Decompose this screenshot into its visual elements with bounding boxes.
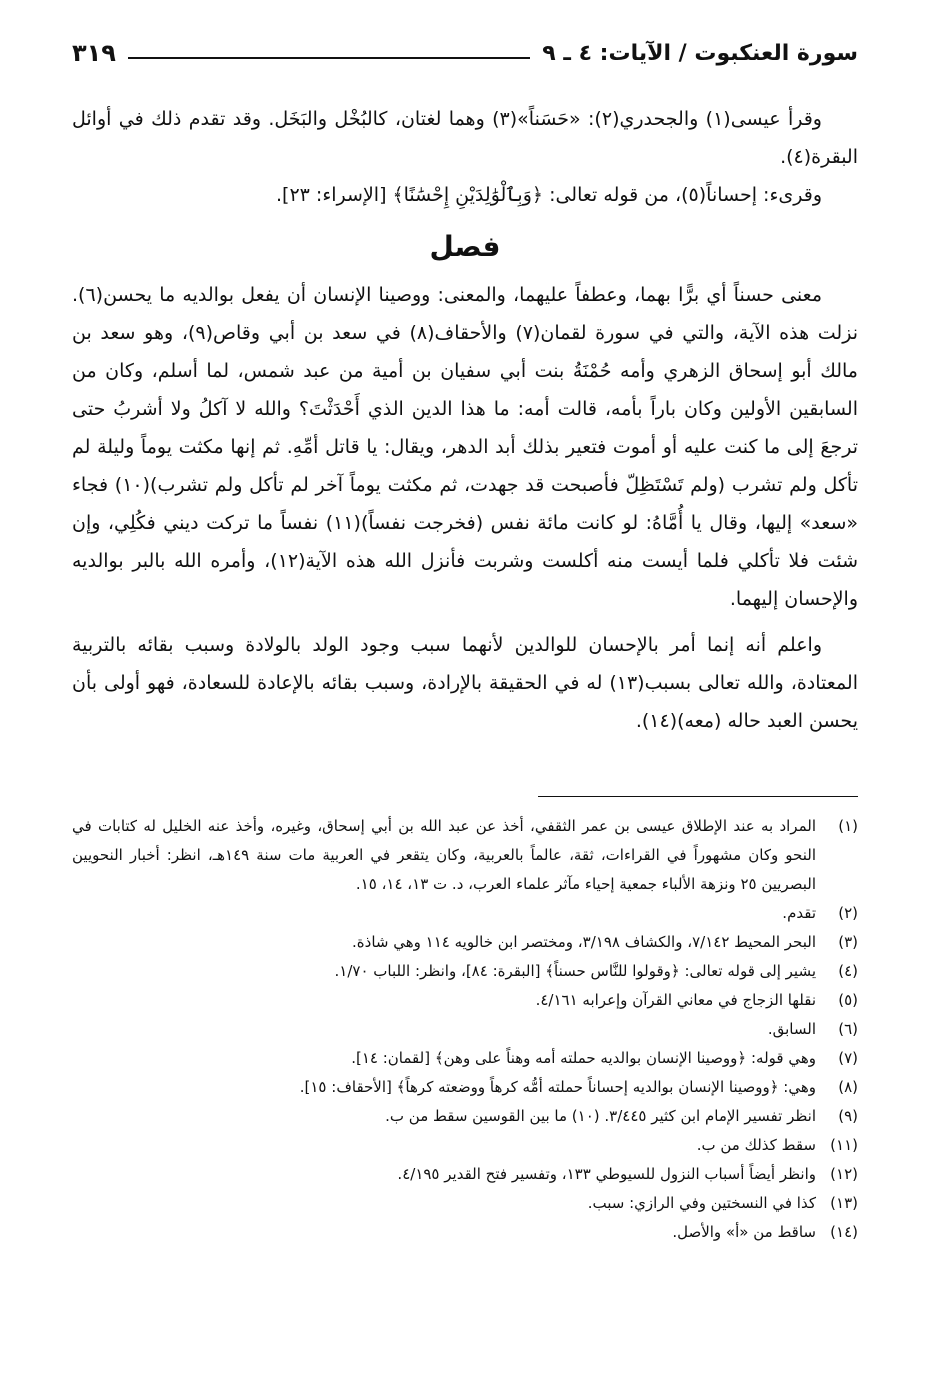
footnote-text: تقدم. [782,904,816,922]
footnote-text: كذا في النسختين وفي الرازي: سبب. [587,1194,816,1212]
footnote-number: (٥) [838,991,858,1009]
footnotes [72,812,858,1247]
footnote-text: السابق. [767,1020,816,1038]
footnote-text: وهي: ﴿ووصينا الإنسان بوالديه إحساناً حملته أمُّه كرهاً ووضعته كرهاً﴾ [الأحقاف: ١٥]. [299,1078,816,1096]
paragraph-readings: وقرأ عيسى(١) والجحدري(٢): «حَسَناً»(٣) وهما لغتان، كالبُخْل والبَخَل. وقد تقدم ذلك في أوائل البقرة(٤). [72,108,858,168]
footnote-2 [72,899,858,928]
footnote-number: (١) [838,817,858,835]
footnote-text: المراد به عند الإطلاق عيسى بن عمر الثقفي، أخذ عن عبد الله بن أبي إسحاق، وغيره، وأخذ عنه الخليل له كتابات في النحو وكان مشهوراً في القراءات، ثقة، عالماً بالعربية، وكان يتقعر في العربية مات سنة ١٤٩هـ، انظر: أخبار النحويين البصريين ٢٥ ونزهة الألباء جمعية إحياء مآثر علماء العرب، د. ت ١٣، ١٤، ١٥. [72,817,816,893]
footnote-7 [72,1044,858,1073]
paragraph-revelation-context: معنى حسناً أي برًّا بهما، وعطفاً عليهما، والمعنى: ووصينا الإنسان أن يفعل بوالديه ما يحسن(٦). نزلت هذه الآية، والتي في سورة لقمان(٧) والأحقاف(٨) في سعد بن أبي وقاص(٩)، وهو سعد بن مالك أبو إسحاق الزهري وأمه حُمْنَةُ بنت أبي سفيان بن أمية من عبد شمس، لما أسلم، وكان من السابقين الأولين وكان باراً بأمه، قالت أمه: ما هذا الدين الذي أَحْدَثْتَ؟ والله لا آكلُ ولا أشربُ حتى ترجعَ إلى ما كنت عليه أو أموت فتعير بذلك أبد الدهر، ويقال: يا قاتل أمِّهِ. ثم إنها مكثت يوماً وليلة لم تأكل ولم تشرب (ولم تَسْتَظِلّ فأصبحت قد جهدت، ثم مكثت يوماً آخر لم تأكل ولم تشرب)(١٠) فجاء «سعد» إليها، وقال يا أُمَّاهُ: لو كانت مائة نفس (فخرجت نفساً)(١١) نفساً ما تركت ديني فكُلِي، وإن شئت فلا تأكلي فلما أيست منه أكلست وشربت فأنزل الله هذه الآية(١٢)، وأمره الله بالبر بوالديه والإحسان إليهما. [72,284,858,610]
footnote-number: (١٢) [830,1165,858,1183]
footnote-number: (١٣) [830,1194,858,1212]
footnote-5 [72,986,858,1015]
footnote-number: (١١) [830,1136,858,1154]
footnote-text: وانظر أيضاً أسباب النزول للسيوطي ١٣٣، وتفسير فتح القدير ٤/١٩٥. [397,1165,816,1183]
footnote-13 [72,1189,858,1218]
main-text [72,100,858,740]
footnote-4 [72,957,858,986]
footnote-number: (٧) [838,1049,858,1067]
footnote-text: وهي قوله: ﴿ووصينا الإنسان بوالديه حملته أمه وهناً على وهن﴾ [لقمان: ١٤]. [351,1049,816,1067]
footnote-3 [72,928,858,957]
footnote-text: نقلها الزجاج في معاني القرآن وإعرابه ٤/١٦١. [535,991,816,1009]
page-number: ٣١٩ [72,39,116,67]
footnote-9 [72,1102,858,1131]
footnote-11 [72,1131,858,1160]
running-header [72,36,858,70]
footnote-number: (١٤) [830,1223,858,1241]
footnote-number: (٤) [838,962,858,980]
footnote-number: (٩) [838,1107,858,1125]
section-heading: فصل [429,230,501,263]
footnote-text: سقط كذلك من ب. [696,1136,816,1154]
footnote-12 [72,1160,858,1189]
footnote-number: (٦) [838,1020,858,1038]
footnote-1 [72,812,858,899]
surah-title: سورة العنكبوت / الآيات: ٤ ـ ٩ [542,40,858,66]
paragraph-conclusion: واعلم أنه إنما أمر بالإحسان للوالدين لأنهما سبب وجود الولد بالولادة وسبب بقائه بالتربية المعتادة، والله تعالى بسبب(١٣) له في الحقيقة بالإرادة، وسبب بقائه بالإعادة للسعادة، فهو أولى بأن يحسن العبد حاله (معه)(١٤). [72,634,858,732]
footnote-number: (٢) [838,904,858,922]
footnote-number: (٣) [838,933,858,951]
footnote-6 [72,1015,858,1044]
footnote-8 [72,1073,858,1102]
footnote-text: انظر تفسير الإمام ابن كثير ٣/٤٤٥. (١٠) ما بين القوسين سقط من ب. [385,1107,816,1125]
paragraph-variant-reading: وقرىء: إحساناً(٥)، من قوله تعالى: ﴿وَبِٱلْوَٰلِدَيْنِ إِحْسَٰنًا﴾ [الإسراء: ٢٣]. [276,184,822,206]
footnote-number: (٨) [838,1078,858,1096]
footnote-divider [538,796,858,797]
footnote-text: ساقط من «أ» والأصل. [672,1223,816,1241]
footnote-14 [72,1218,858,1247]
footnote-text: يشير إلى قوله تعالى: ﴿وقولوا للنَّاس حسناً﴾ [البقرة: ٨٤]، وانظر: اللباب ١/٧٠. [334,962,816,980]
footnote-text: البحر المحيط ٧/١٤٢، والكشاف ٣/١٩٨، ومختصر ابن خالويه ١١٤ وهي شاذة. [352,933,816,951]
header-rule [128,57,530,59]
